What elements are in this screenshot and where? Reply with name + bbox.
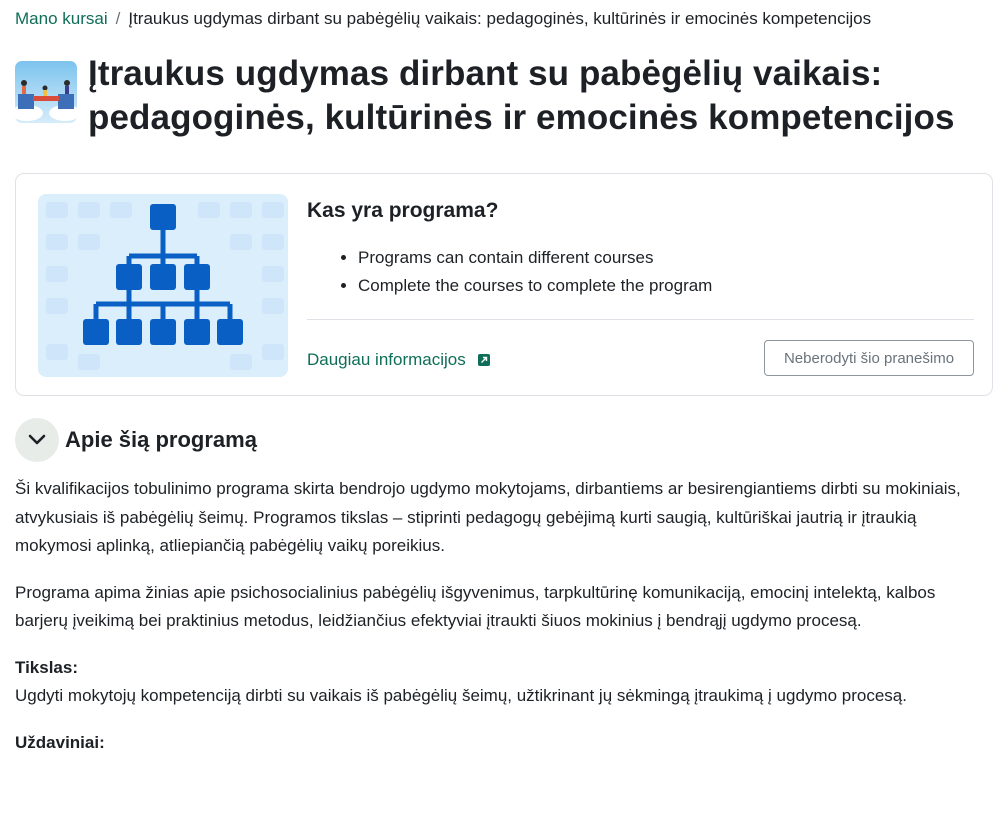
hierarchy-illustration — [38, 194, 288, 377]
description-paragraph: Ši kvalifikacijos tobulinimo programa skirta bendrojo ugdymo mokytojams, dirbantiems ar besirengiantiems dirbti su mokiniais, atvykusiais iš pabėgėlių šeimų. Programos tikslas – stiprinti pedagogų gebėjimą kurti saugią, kultūriškai jautrią ir įtraukią mokymosi aplinką, atliepiančią pabėgėlių vaikų poreikius. — [15, 479, 961, 555]
tasks-label: Uždaviniai: — [15, 732, 105, 752]
more-info-link[interactable] — [307, 348, 490, 372]
card-divider — [307, 319, 974, 320]
tasks-block — [15, 729, 985, 758]
dismiss-notice-button[interactable]: Neberodyti šio pranešimo — [764, 340, 974, 376]
external-link-icon — [478, 354, 490, 366]
section-content — [15, 475, 985, 775]
card-content — [307, 196, 974, 300]
more-info-label: Daugiau informacijos — [307, 350, 466, 369]
breadcrumb-my-courses[interactable]: Mano kursai — [15, 9, 108, 28]
card-list — [307, 244, 974, 300]
section-title: Apie šią programą — [65, 427, 257, 452]
goal-block — [15, 654, 985, 711]
description-paragraph: Programa apima žinias apie psichosocialinius pabėgėlių išgyvenimus, tarpkultūrinę komunikaciją, emocinį intelektą, kalbos barjerų įveikimą bei praktinius metodus, leidžiančius efektyviai įtraukti šiuos mokinius į bendrąjį ugdymo procesą. — [15, 582, 936, 630]
page-title: Įtraukus ugdymas dirbant su pabėgėlių vaikais: pedagoginės, kultūrinės ir emocinės kompetencijos — [88, 54, 955, 137]
list-item: • Complete the courses to complete the program — [358, 272, 974, 300]
breadcrumb-current: Įtraukus ugdymas dirbant su pabėgėlių vaikais: pedagoginės, kultūrinės ir emocinės kompetencijos — [128, 9, 872, 28]
list-item: • Programs can contain different courses — [358, 244, 974, 272]
breadcrumb — [15, 8, 871, 30]
goal-text: Ugdyti mokytojų kompetenciją dirbti su vaikais iš pabėgėlių šeimų, užtikrinant jų sėkmingą įtraukimą į ugdymo procesą. — [15, 686, 907, 705]
card-title: Kas yra programa? — [307, 199, 499, 222]
chevron-down-icon — [28, 434, 46, 446]
page-header — [15, 52, 995, 140]
goal-label: Tikslas: — [15, 657, 79, 677]
section-header — [15, 418, 257, 462]
program-image — [15, 61, 77, 123]
collapse-toggle-button[interactable] — [15, 418, 59, 462]
program-info-card — [15, 173, 993, 396]
breadcrumb-separator: / — [115, 9, 121, 28]
